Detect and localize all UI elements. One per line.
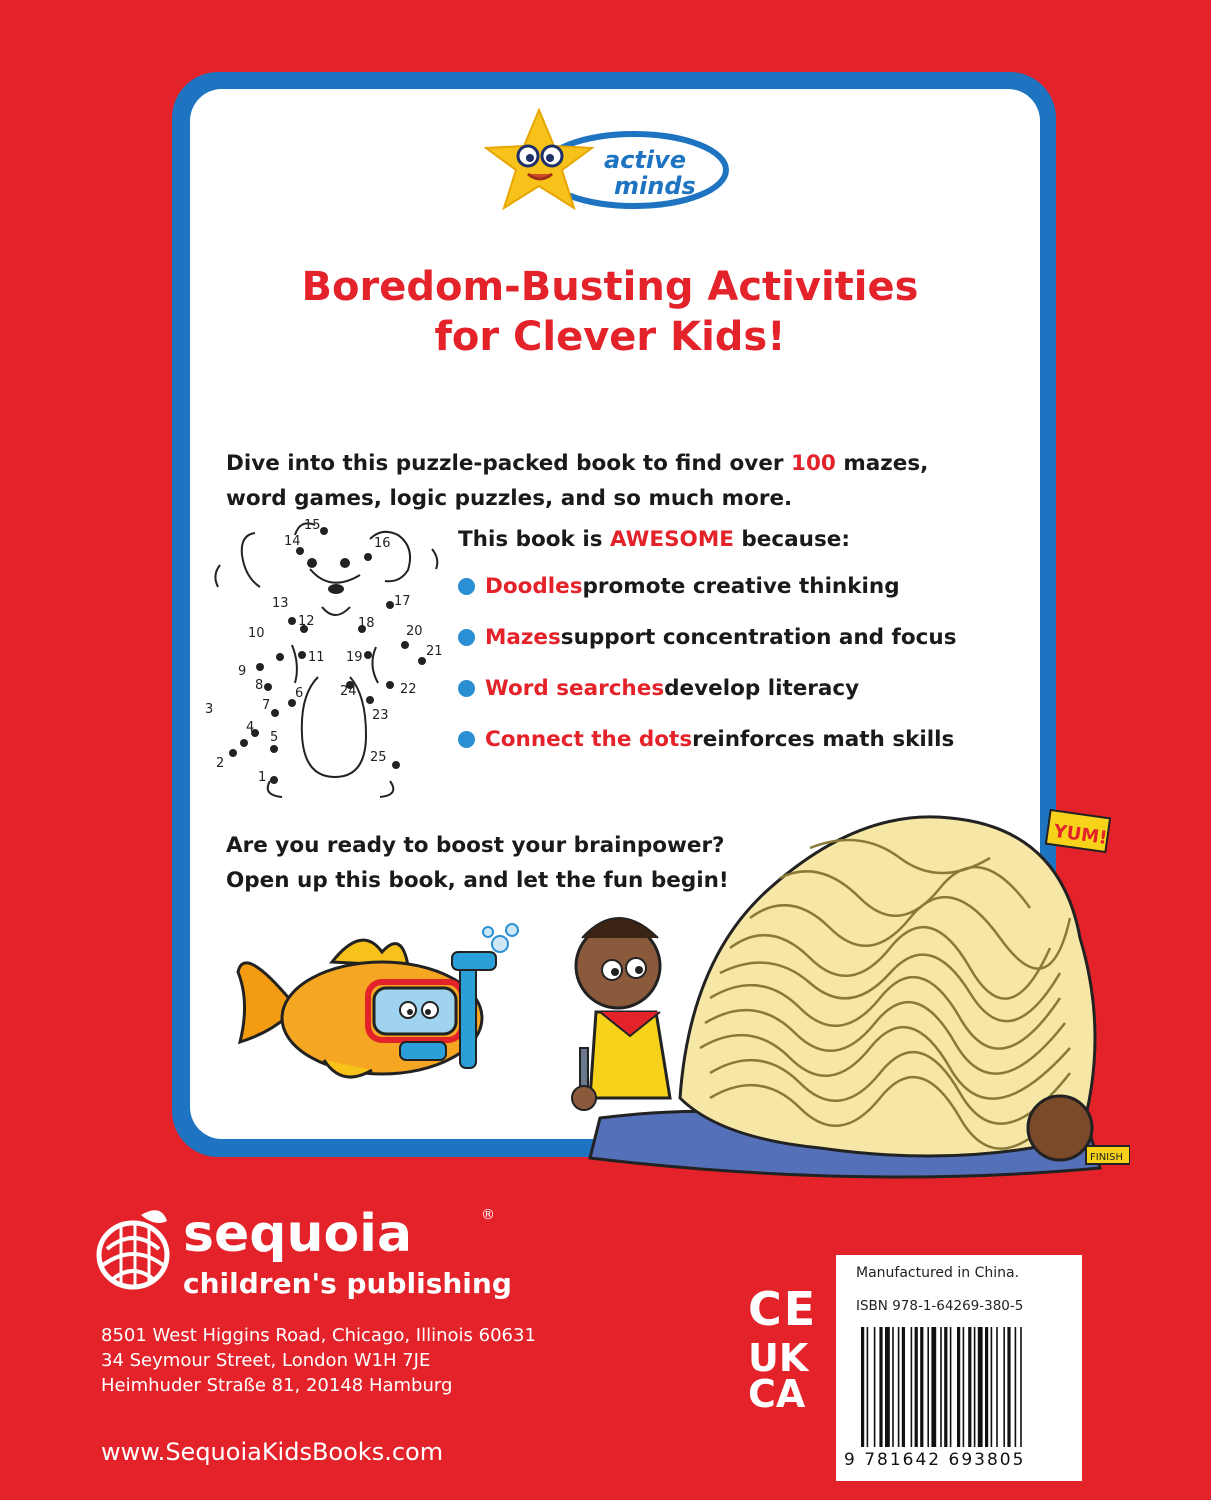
headline (230, 262, 990, 362)
manufactured-text: Manufactured in China. (856, 1265, 1020, 1281)
isbn-text: ISBN 978-1-64269-380-5 (856, 1298, 1024, 1314)
reasons-list (458, 525, 1028, 765)
barcode-digits: 9 781642 693805 (844, 1450, 1026, 1470)
reason-item (458, 561, 1028, 612)
intro-text (226, 446, 1026, 516)
pinecone-icon (95, 1197, 515, 1312)
reasons-heading (458, 525, 1028, 561)
dot-number-2: 2 (216, 756, 225, 771)
dot-number-4: 4 (246, 720, 255, 735)
dot-number-1: 1 (258, 770, 267, 785)
ukca-mark-icon (748, 1336, 809, 1416)
bullet-dot-icon (458, 629, 475, 646)
dot-number-13: 13 (272, 596, 289, 611)
reason-item (458, 714, 1028, 765)
reason-highlight: Word searches (485, 676, 665, 701)
dot-number-17: 17 (394, 594, 411, 609)
intro-highlight: 100 (790, 451, 836, 476)
dot-number-15: 15 (304, 518, 321, 533)
dot-number-10: 10 (248, 626, 265, 641)
dot-number-16: 16 (374, 536, 391, 551)
dot-number-5: 5 (270, 730, 279, 745)
address-line: Heimhuder Straße 81, 20148 Hamburg (101, 1375, 453, 1396)
yum-sign-text: YUM! (1052, 820, 1109, 850)
bullet-dot-icon (458, 731, 475, 748)
intro-text-b: mazes, (835, 451, 929, 476)
dot-number-19: 19 (346, 650, 363, 665)
publisher-name: sequoia (183, 1204, 413, 1264)
reason-highlight: Doodles (485, 574, 583, 599)
dot-number-23: 23 (372, 708, 389, 723)
reason-text: promote creative thinking (582, 574, 900, 599)
ukca-top: UK (748, 1336, 809, 1380)
dot-number-11: 11 (308, 650, 325, 665)
intro-line-1 (226, 446, 1026, 481)
reason-highlight: Mazes (485, 625, 561, 650)
outro-line-1: Are you ready to boost your brainpower? (226, 833, 725, 858)
ukca-bottom: CA (748, 1372, 806, 1416)
dot-number-8: 8 (255, 678, 264, 693)
address-line: 8501 West Higgins Road, Chicago, Illinois 60631 (101, 1325, 536, 1346)
bullet-dot-icon (458, 578, 475, 595)
reasons-heading-a: This book is (458, 527, 610, 552)
intro-text-a: Dive into this puzzle-packed book to find over (226, 451, 791, 476)
snorkel-fish-illustration (232, 922, 524, 1090)
finish-sign-text: FINISH (1090, 1152, 1123, 1163)
barcode-label (836, 1255, 1082, 1481)
dot-number-12: 12 (298, 614, 315, 629)
dot-number-24: 24 (340, 684, 357, 699)
headline-line-2: for Clever Kids! (434, 314, 786, 360)
publisher-website-link[interactable]: www.SequoiaKidsBooks.com (101, 1438, 444, 1466)
dot-number-25: 25 (370, 750, 387, 765)
publisher-address (101, 1323, 536, 1398)
dot-number-9: 9 (238, 664, 247, 679)
reason-highlight: Connect the dots (485, 727, 693, 752)
connect-dots-dog-illustration (200, 515, 450, 810)
active-minds-logo (484, 108, 734, 218)
bullet-dot-icon (458, 680, 475, 697)
reasons-heading-highlight: AWESOME (610, 527, 734, 552)
barcode-icon (861, 1327, 1057, 1447)
dot-number-6: 6 (295, 686, 304, 701)
reason-text: reinforces math skills (692, 727, 955, 752)
noodle-maze-illustration (560, 798, 1130, 1188)
ce-mark-icon: CE (748, 1282, 818, 1336)
dot-number-22: 22 (400, 682, 417, 697)
reason-item (458, 612, 1028, 663)
headline-line-1: Boredom-Busting Activities (301, 264, 919, 310)
publisher-registered-mark: ® (481, 1207, 495, 1223)
outro-line-2: Open up this book, and let the fun begin! (226, 868, 729, 893)
dot-number-21: 21 (426, 644, 443, 659)
intro-line-2: word games, logic puzzles, and so much more. (226, 486, 793, 511)
sequoia-logo (95, 1197, 515, 1312)
logo-text-active: active (604, 146, 687, 174)
logo-text-minds: minds (614, 172, 696, 200)
reason-text: develop literacy (664, 676, 860, 701)
address-line: 34 Seymour Street, London W1H 7JE (101, 1350, 431, 1371)
dot-number-20: 20 (406, 624, 423, 639)
reason-item (458, 663, 1028, 714)
publisher-subtitle: children's publishing (183, 1267, 512, 1300)
dot-number-14: 14 (284, 534, 301, 549)
dot-number-18: 18 (358, 616, 375, 631)
reason-text: support concentration and focus (560, 625, 957, 650)
dot-number-3: 3 (205, 702, 214, 717)
reasons-heading-b: because: (733, 527, 850, 552)
dot-number-7: 7 (262, 698, 271, 713)
